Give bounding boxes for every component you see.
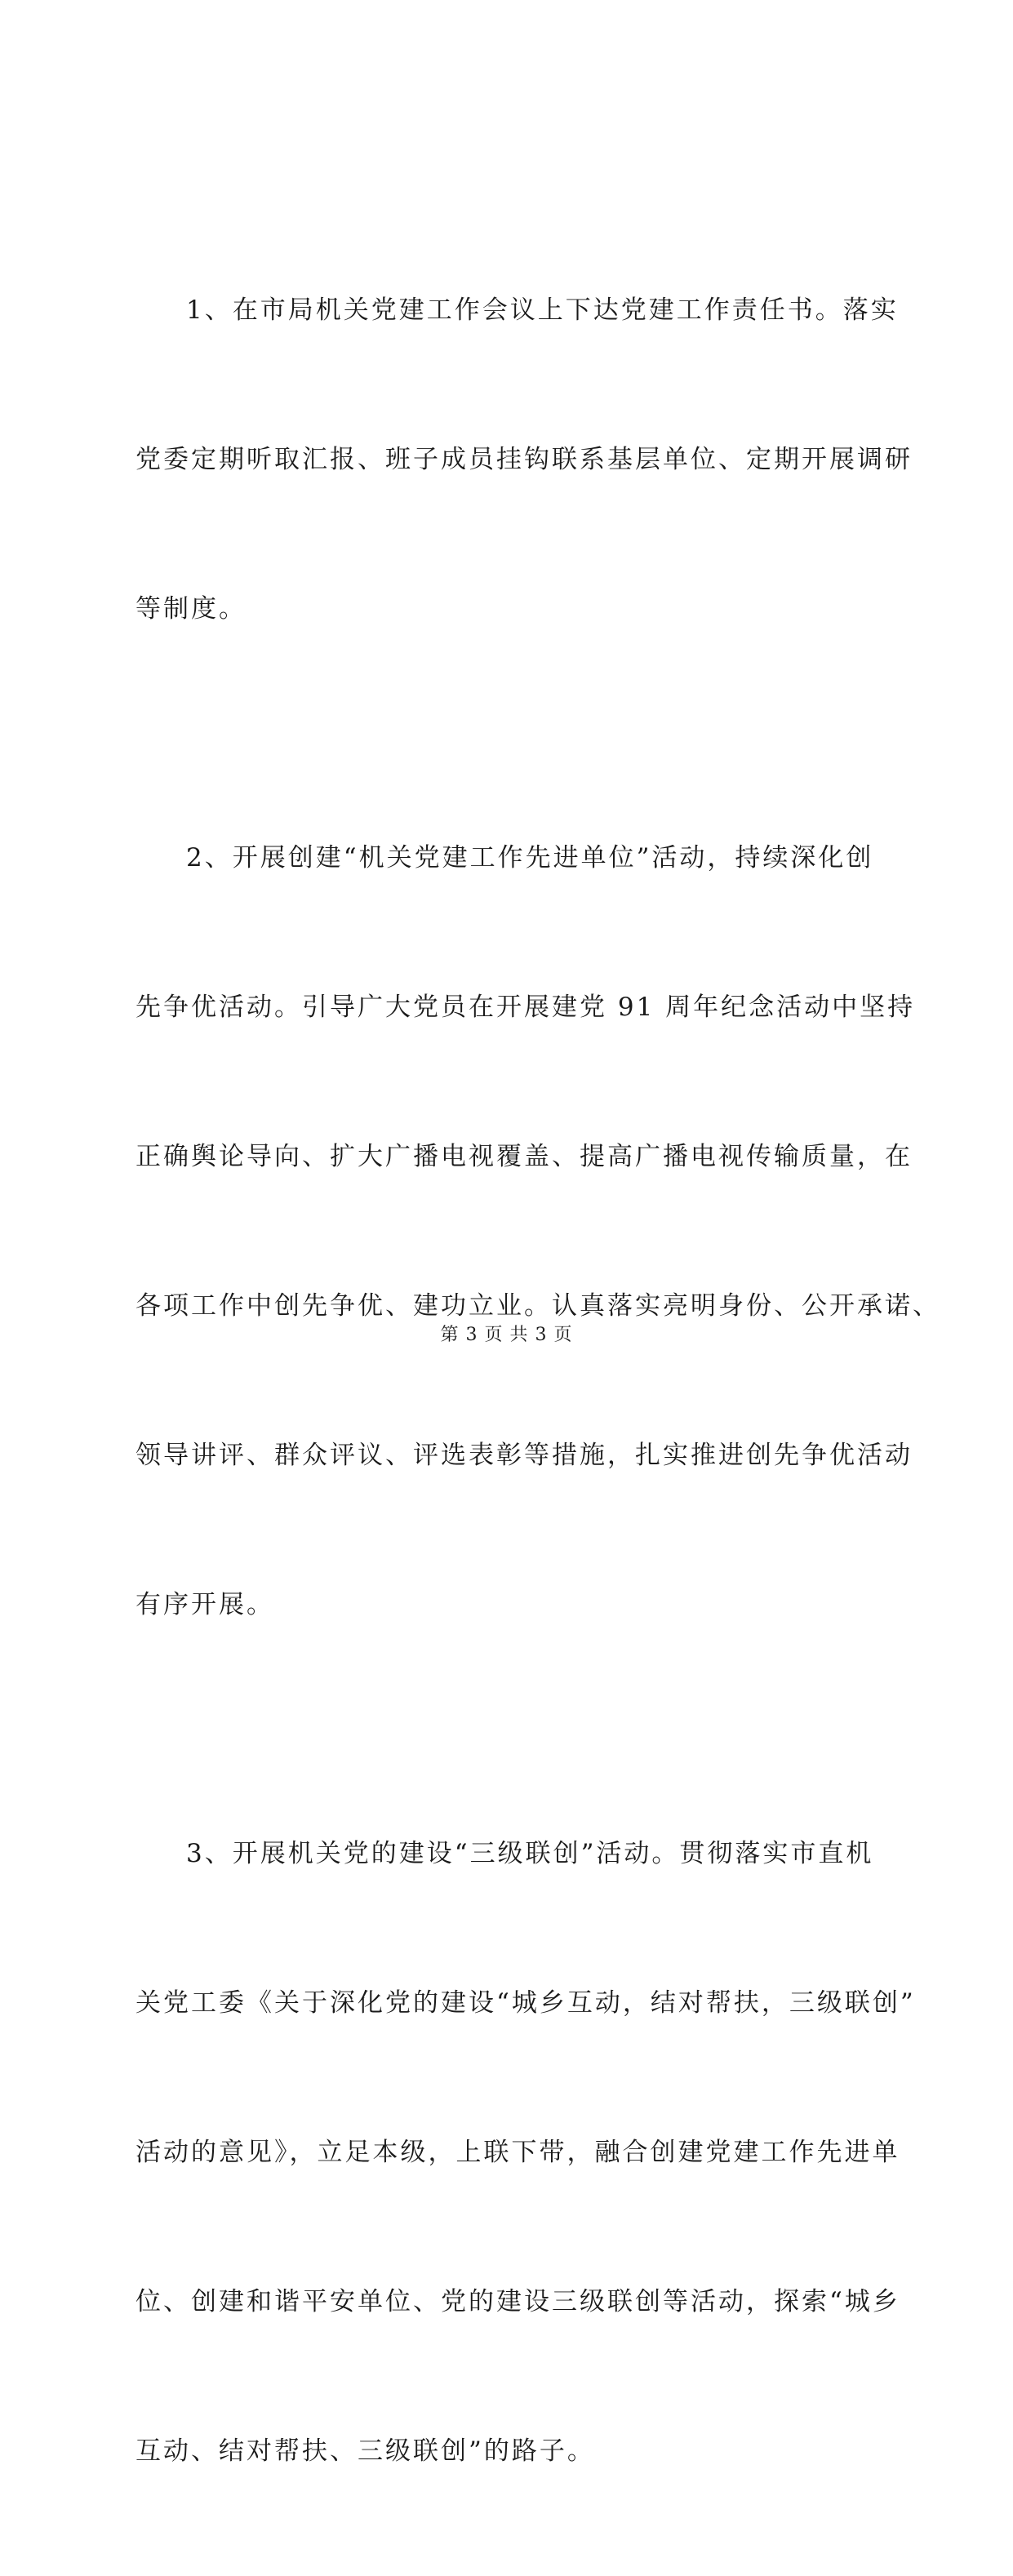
paragraph-line: 各项工作中创先争优、建功立业。认真落实亮明身份、公开承诺、 — [136, 1291, 940, 1321]
paragraph-line: 2、开展创建“机关党建工作先进单位”活动，持续深化创 — [186, 843, 874, 873]
document-body — [136, 186, 940, 2576]
paragraph-line: 位、创建和谐平安单位、党的建设三级联创等活动，探索“城乡 — [136, 2287, 900, 2316]
paragraph-line: 互动、结对帮扶、三级联创”的路子。 — [136, 2436, 595, 2466]
paragraph-line: 领导讲评、群众评议、评选表彰等措施，扎实推进创先争优活动 — [136, 1441, 913, 1470]
paragraph-line: 党委定期听取汇报、班子成员挂钩联系基层单位、定期开展调研 — [136, 445, 913, 474]
paragraph-line: 先争优活动。引导广大党员在开展建党 91 周年纪念活动中坚持 — [136, 993, 916, 1022]
paragraph-line: 1、在市局机关党建工作会议上下达党建工作责任书。落实 — [186, 295, 899, 325]
paragraph-line: 正确舆论导向、扩大广播电视覆盖、提高广播电视传输质量，在 — [136, 1142, 913, 1171]
paragraph-1 — [136, 186, 913, 734]
paragraph-2 — [136, 734, 940, 1730]
paragraph-line: 有序开展。 — [136, 1590, 274, 1619]
page-number-footer: 第 3 页 共 3 页 — [440, 1325, 573, 1345]
paragraph-line: 活动的意见》，立足本级，上联下带，融合创建党建工作先进单 — [136, 2138, 900, 2167]
paragraph-line: 3、开展机关党的建设“三级联创”活动。贯彻落实市直机 — [186, 1839, 874, 1868]
paragraph-line: 等制度。 — [136, 594, 247, 624]
paragraph-line: 关党工委《关于深化党的建设“城乡互动，结对帮扶，三级联创” — [136, 1988, 916, 2018]
paragraph-3 — [136, 1730, 916, 2576]
